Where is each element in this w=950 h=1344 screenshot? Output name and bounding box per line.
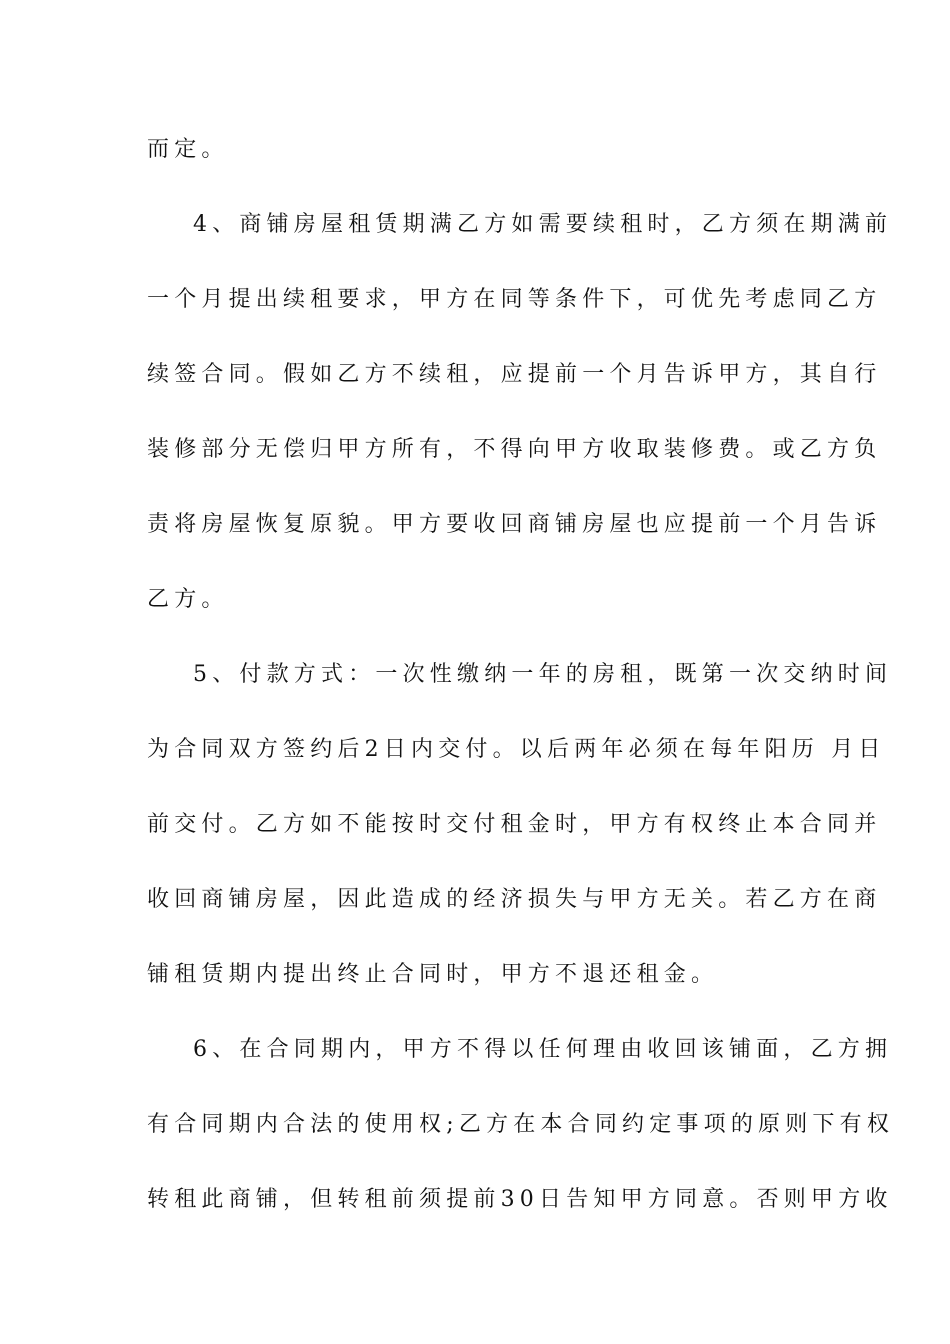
text-line: 乙方。 bbox=[147, 587, 229, 612]
text-line: 装修部分无偿归甲方所有，不得向甲方收取装修费。或乙方负 bbox=[147, 437, 882, 462]
clause-6-first-line: 6、在合同期内，甲方不得以任何理由收回该铺面，乙方拥 bbox=[193, 1037, 893, 1062]
text-line: 为合同双方签约后2日内交付。以后两年必须在每年阳历 月日 bbox=[147, 737, 886, 762]
clause-5-first-line: 5、付款方式：一次性缴纳一年的房租，既第一次交纳时间 bbox=[193, 662, 893, 687]
text-line: 前交付。乙方如不能按时交付租金时，甲方有权终止本合同并 bbox=[147, 812, 882, 837]
text-line: 责将房屋恢复原貌。甲方要收回商铺房屋也应提前一个月告诉 bbox=[147, 512, 882, 537]
contract-text bbox=[147, 128, 895, 1253]
clause-4-first-line: 4、商铺房屋租赁期满乙方如需要续租时，乙方须在期满前 bbox=[193, 212, 893, 237]
text-line: 而定。 bbox=[147, 137, 229, 162]
text-line: 续签合同。假如乙方不续租，应提前一个月告诉甲方，其自行 bbox=[147, 362, 882, 387]
text-line: 铺租赁期内提出终止合同时，甲方不退还租金。 bbox=[147, 962, 719, 987]
text-line: 转租此商铺，但转租前须提前30日告知甲方同意。否则甲方收 bbox=[147, 1187, 893, 1212]
text-line: 收回商铺房屋，因此造成的经济损失与甲方无关。若乙方在商 bbox=[147, 887, 882, 912]
text-line: 一个月提出续租要求，甲方在同等条件下，可优先考虑同乙方 bbox=[147, 287, 882, 312]
text-line: 有合同期内合法的使用权;乙方在本合同约定事项的原则下有权 bbox=[147, 1112, 895, 1137]
